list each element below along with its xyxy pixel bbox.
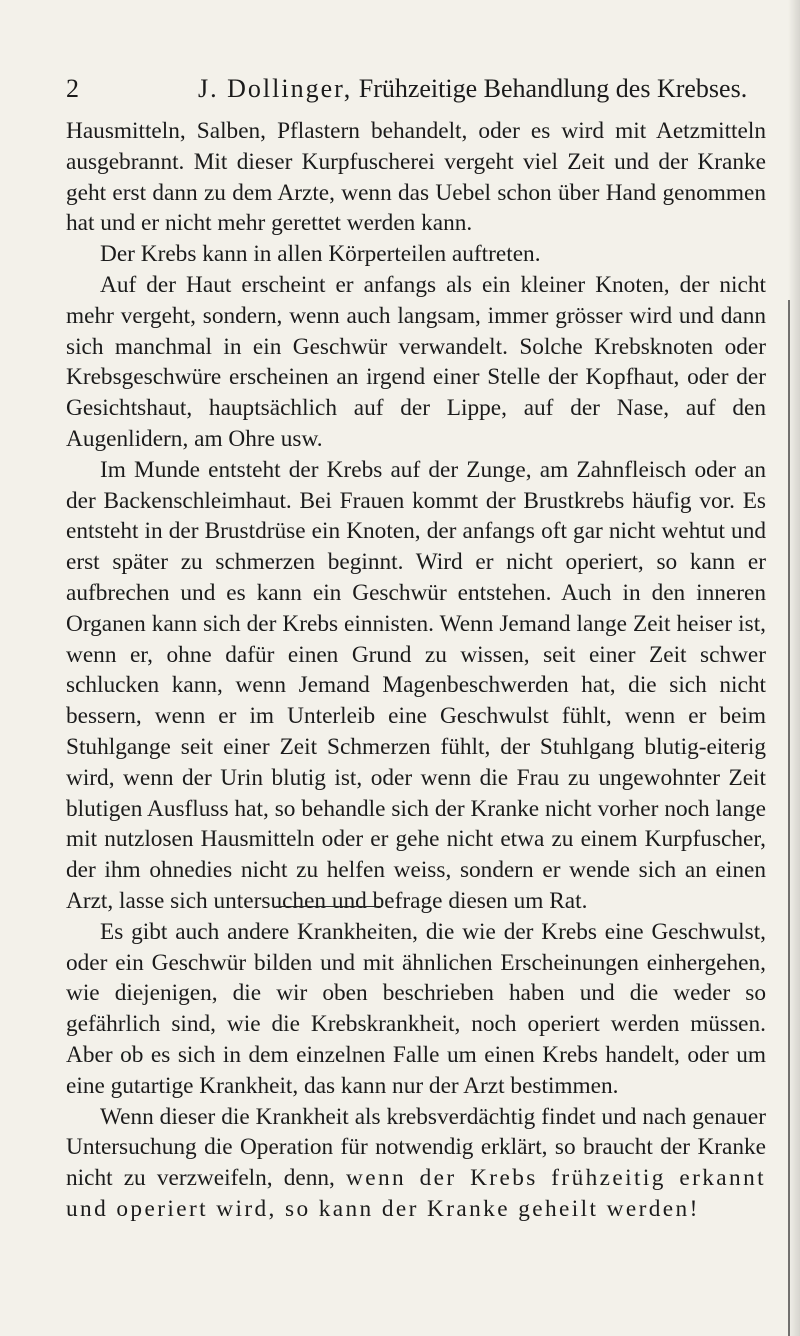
book-title: Frühzeitige Behandlung des Krebses.: [358, 74, 748, 103]
paragraph-6-lead: Wenn dieser die Krankheit als krebsverdächtig findet und nach genauer Untersuchung die Operation für notwendig erklärt, so braucht der Kranke nicht zu verzweifeln, denn,: [66, 1103, 766, 1192]
author-name: J. Dollinger,: [198, 74, 353, 103]
paragraph-6: [66, 1102, 766, 1225]
paragraph-2: Der Krebs kann in allen Körperteilen auftreten.: [100, 241, 541, 268]
emphasized-conclusion: wenn der Krebs frühzeitig erkannt und operiert wird, so kann der Kranke geheilt werden!: [66, 1165, 767, 1222]
end-rule: [276, 906, 382, 907]
paragraph-3: Auf der Haut erscheint er anfangs als ein kleiner Knoten, der nicht mehr vergeht, sondern, wenn auch langsam, immer grösser wird und dann sich manchmal in ein Geschwür verwandelt. Solche Krebsknoten oder Krebsgeschwüre erscheinen an irgend einer Stelle der Kopfhaut, oder der Gesichtshaut, hauptsächlich auf der Lippe, auf der Nase, auf den Augenlidern, am Ohre usw.: [66, 271, 766, 452]
body-text: [66, 116, 766, 1225]
page-number: 2: [66, 74, 79, 103]
paragraph-1: Hausmitteln, Salben, Pflastern behandelt, oder es wird mit Aetzmitteln ausgebrannt. Mit dieser Kurpfuscherei vergeht viel Zeit und der Kranke geht erst dann zu dem Arzte, wenn das Uebel schon über Hand genommen hat und er nicht mehr gerettet werden kann.: [66, 118, 766, 237]
paragraph-5: Es gibt auch andere Krankheiten, die wie der Krebs eine Geschwulst, oder ein Geschwür bilden und mit ähnlichen Erscheinungen einhergehen, wie diejenigen, die wir oben beschrieben haben und die weder so gefährlich sind, wie die Krebskrankheit, noch operiert werden müssen. Aber ob es sich in dem einzelnen Falle um einen Krebs handelt, oder um eine gutartige Krankheit, das kann nur der Arzt bestimmen.: [66, 918, 766, 1099]
running-head: [198, 72, 747, 106]
running-header: [66, 72, 756, 106]
paragraph-4: Im Munde entsteht der Krebs auf der Zunge, am Zahnfleisch oder an der Backenschleimhaut. Bei Frauen kommt der Brustkrebs häufig vor. Es entsteht in der Brustdrüse ein Knoten, der anfangs oft gar nicht wehtut und erst später zu schmerzen beginnt. Wird er nicht operiert, so kann er aufbrechen und es kann ein Geschwür entstehen. Auch in den inneren Organen kann sich der Krebs einnisten. Wenn Jemand lange Zeit heiser ist, wenn er, ohne dafür einen Grund zu wissen, seit einer Zeit schwer schlucken kann, wenn Jemand Magenbeschwerden hat, die sich nicht bessern, wenn er im Unterleib eine Geschwulst fühlt, wenn er beim Stuhlgange seit einer Zeit Schmerzen fühlt, der Stuhlgang blutig-eiterig wird, wenn der Urin blutig ist, oder wenn die Frau zu ungewohnter Zeit blutigen Ausfluss hat, so behandle sich der Kranke nicht vorher noch lange mit nutzlosen Hausmitteln oder er gehe nicht etwa zu einem Kurpfuscher, der ihm ohnedies nicht zu helfen weiss, sondern er wende sich an einen Arzt, lasse sich untersuchen und befrage diesen um Rat.: [66, 456, 766, 914]
page-edge-shadow: [788, 0, 800, 1336]
